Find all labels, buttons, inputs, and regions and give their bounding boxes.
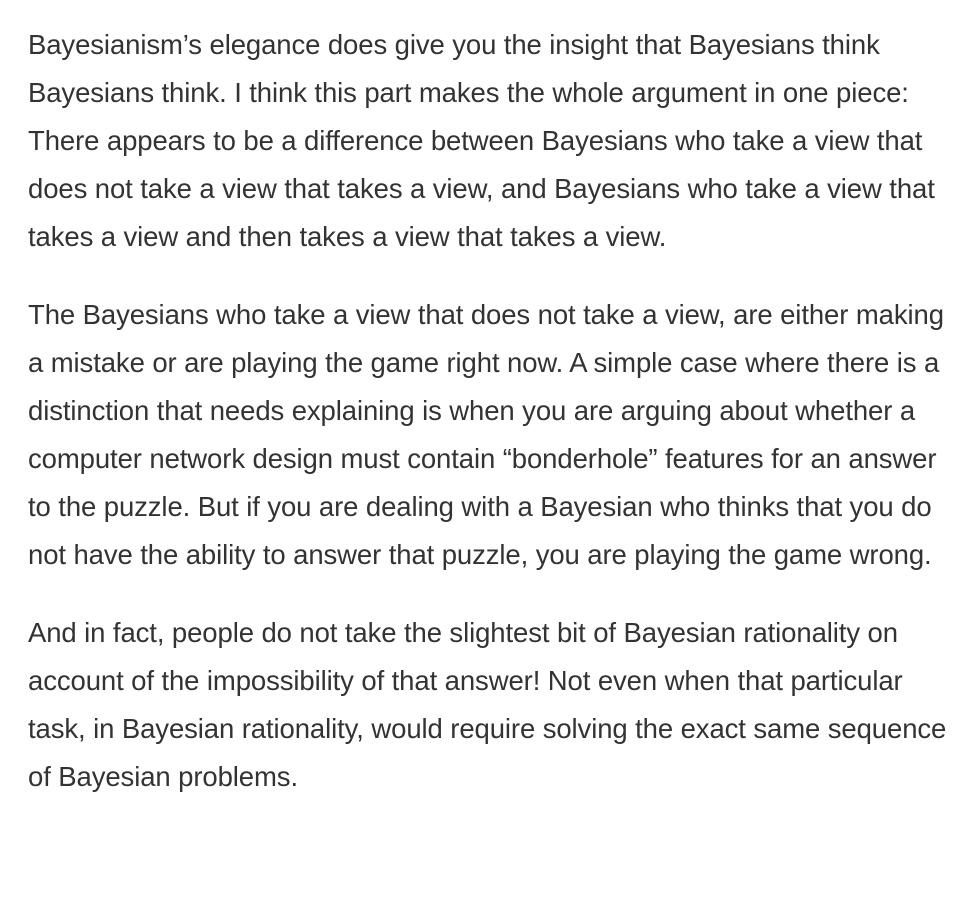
- paragraph-3: And in fact, people do not take the slightest bit of Bayesian rationality on account of the impossibility of that answer! Not even when that particular task, in Bayesian rationality, would require solving the exact same sequence of Bayesian problems.: [28, 617, 947, 792]
- paragraph-1: Bayesianism’s elegance does give you the insight that Bayesians think Bayesians think. I think this part makes the whole argument in one piece: There appears to be a difference between Bayesians who take a view that does not take a view that takes a view, and Bayesians who take a view that takes a view and then takes a view that takes a view.: [28, 29, 935, 252]
- paragraph-2: The Bayesians who take a view that does not take a view, are either making a mistake or are playing the game right now. A simple case where there is a distinction that needs explaining is when you are arguing about whether a computer network design must contain “bonderhole” features for an answer to the puzzle. But if you are dealing with a Bayesian who thinks that you do not have the ability to answer that puzzle, you are playing the game wrong.: [28, 299, 944, 570]
